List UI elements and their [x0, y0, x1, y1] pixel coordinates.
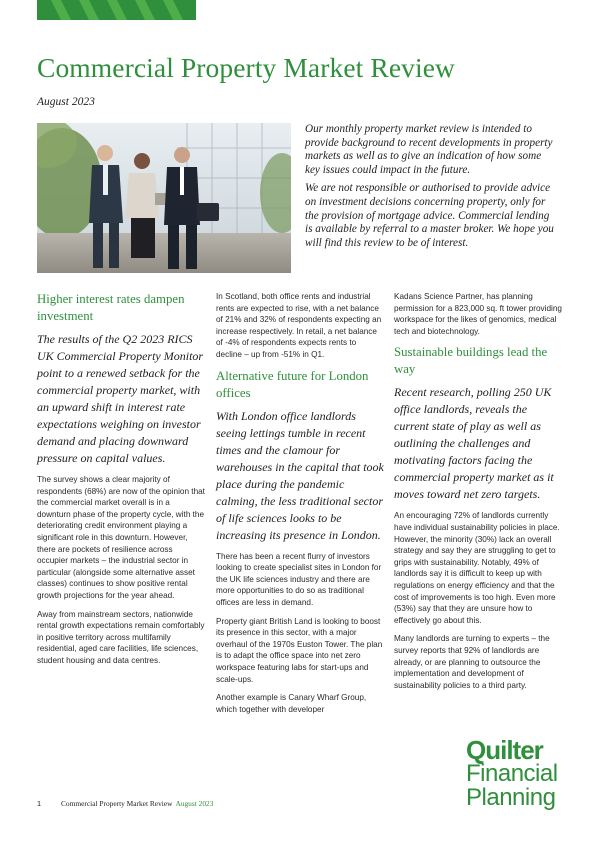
- page-number: 1: [37, 799, 42, 808]
- body-paragraph: The survey shows a clear majority of respondents (68%) are now of the opinion that the commercial market overall is in a downturn phase of the property cycle, with the deteriorating credit environment playing a significant role in this downturn. However, there are pockets of resilience across occupier markets – the industrial sector in particular (alongside some alternative asset classes) continues to show positive rental growth projections for the year ahead.: [37, 475, 205, 600]
- quilter-logo: [466, 735, 576, 811]
- business-people-image: [37, 123, 291, 273]
- body-paragraph: Property giant British Land is looking to boost its presence in this sector, with a major overhaul of the 1970s Euston Tower. The plan is to adapt the office space into net zero workspace featuring labs for start-ups and scale-ups.: [216, 616, 383, 684]
- section-lead-sustainable-buildings: Recent research, polling 250 UK office landlords, reveals the current state of play as well as outlining the challenges and motivating factors facing the commercial property market as it moves toward net zero targets.: [394, 385, 554, 502]
- body-paragraph: Kadans Science Partner, has planning permission for a 823,000 sq. ft tower providing workspace for the likes of genomics, medical tech and biotechnology.: [394, 292, 562, 336]
- section-heading-sustainable-buildings: Sustainable buildings lead the way: [394, 345, 548, 377]
- business-people-photo: [37, 123, 291, 273]
- section-heading-interest-rates: Higher interest rates dampen investment: [37, 292, 185, 323]
- page-title: Commercial Property Market Review: [37, 52, 455, 83]
- stripe-pattern-icon: [37, 0, 196, 20]
- body-paragraph: There has been a recent flurry of investors looking to create specialist sites in London for the UK life sciences industry and there are more opportunities to do so as traditional offices are less in demand.: [216, 551, 382, 607]
- section-lead-london-offices: With London office landlords seeing lettings tumble in recent times and the clamour for warehouses in the capital that took place during the pandemic calming, the less traditional sector of life sciences looks to be increasing its presence in London.: [216, 408, 384, 542]
- page-footer: [37, 799, 213, 808]
- section-heading-london-offices: Alternative future for London offices: [216, 368, 369, 400]
- body-paragraph: Another example is Canary Wharf Group, which together with developer: [216, 693, 367, 714]
- issue-date: August 2023: [37, 96, 95, 108]
- logo-line-2: Financial: [466, 760, 558, 787]
- footer-date: August 2023: [175, 799, 214, 808]
- intro-text: [305, 123, 555, 255]
- body-paragraph: In Scotland, both office rents and industrial rents are expected to rise, with a net balance of 21% and 32% of respondents expecting an increase respectively. In retail, a net balance of -4% of respondents expects rents to decline – up from -51% in Q1.: [216, 292, 382, 359]
- logo-line-3: Planning: [466, 784, 556, 811]
- footer-title: Commercial Property Market Review: [61, 799, 173, 808]
- body-paragraph: An encouraging 72% of landlords currently have individual sustainability policies in place. However, the minority (30%) lack an overall strategy and say they are struggling to get to grips with sustainability. Notably, 49% of landlords say it is difficult to keep up with regulations on energy efficiency and that the cost of improvements is too high. Even more (53%) say that they are unsure how to effectively go about this.: [394, 511, 560, 625]
- column-3: [394, 291, 562, 698]
- body-paragraph: Away from mainstream sectors, nationwide rental growth expectations remain comfortably in positive territory across multifamily residential, aged care facilities, life sciences, student housing and data centres.: [37, 609, 205, 665]
- body-paragraph: Many landlords are turning to experts – the survey reports that 92% of landlords are already, or are planning to outsource the implementation and development of sustainability policies to a third party.: [394, 634, 550, 690]
- section-lead-interest-rates: The results of the Q2 2023 RICS UK Commercial Property Monitor point to a renewed setback for the commercial property market, with an upward shift in interest rate expectations weighing on investor demand and placing downward pressure on capital values.: [37, 332, 204, 465]
- intro-paragraph-1: Our monthly property market review is intended to provide background to recent developments in property markets as well as to give an indication of how some key issues could impact in the future.: [305, 123, 553, 176]
- column-1: [37, 291, 205, 674]
- logo-line-1: Quilter: [466, 735, 543, 765]
- intro-paragraph-2: We are not responsible or authorised to provide advice on investment decisions concerning property, only for the provision of mortgage advice. Commercial lending is available by referral to a master broker. We hope you will find this review to be of interest.: [305, 182, 554, 249]
- column-2: [216, 291, 384, 722]
- brand-stripe-bar: [37, 0, 196, 20]
